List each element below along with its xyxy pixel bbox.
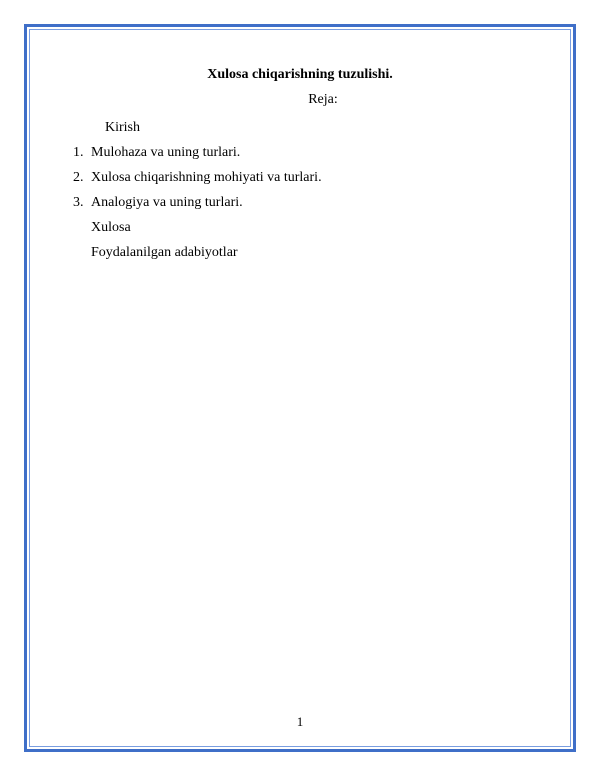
- plan-item-text: Analogiya va uning turlari.: [91, 195, 243, 210]
- page-border-inner: [29, 29, 571, 747]
- plan-item-text: Mulohaza va uning turlari.: [91, 145, 241, 160]
- plan-item-number: 3.: [73, 195, 84, 210]
- plan-item-text: Xulosa chiqarishning mohiyati va turlari.: [91, 170, 322, 185]
- plan-item-number: 2.: [73, 170, 84, 185]
- plan-conclusion: Xulosa: [91, 220, 131, 235]
- document-subtitle: Reja:: [308, 92, 338, 107]
- plan-item-number: 1.: [73, 145, 84, 160]
- plan-references: Foydalanilgan adabiyotlar: [91, 245, 238, 260]
- page-number: 1: [296, 714, 304, 729]
- document-title: Xulosa chiqarishning tuzulishi.: [207, 67, 393, 82]
- plan-intro: Kirish: [105, 120, 140, 135]
